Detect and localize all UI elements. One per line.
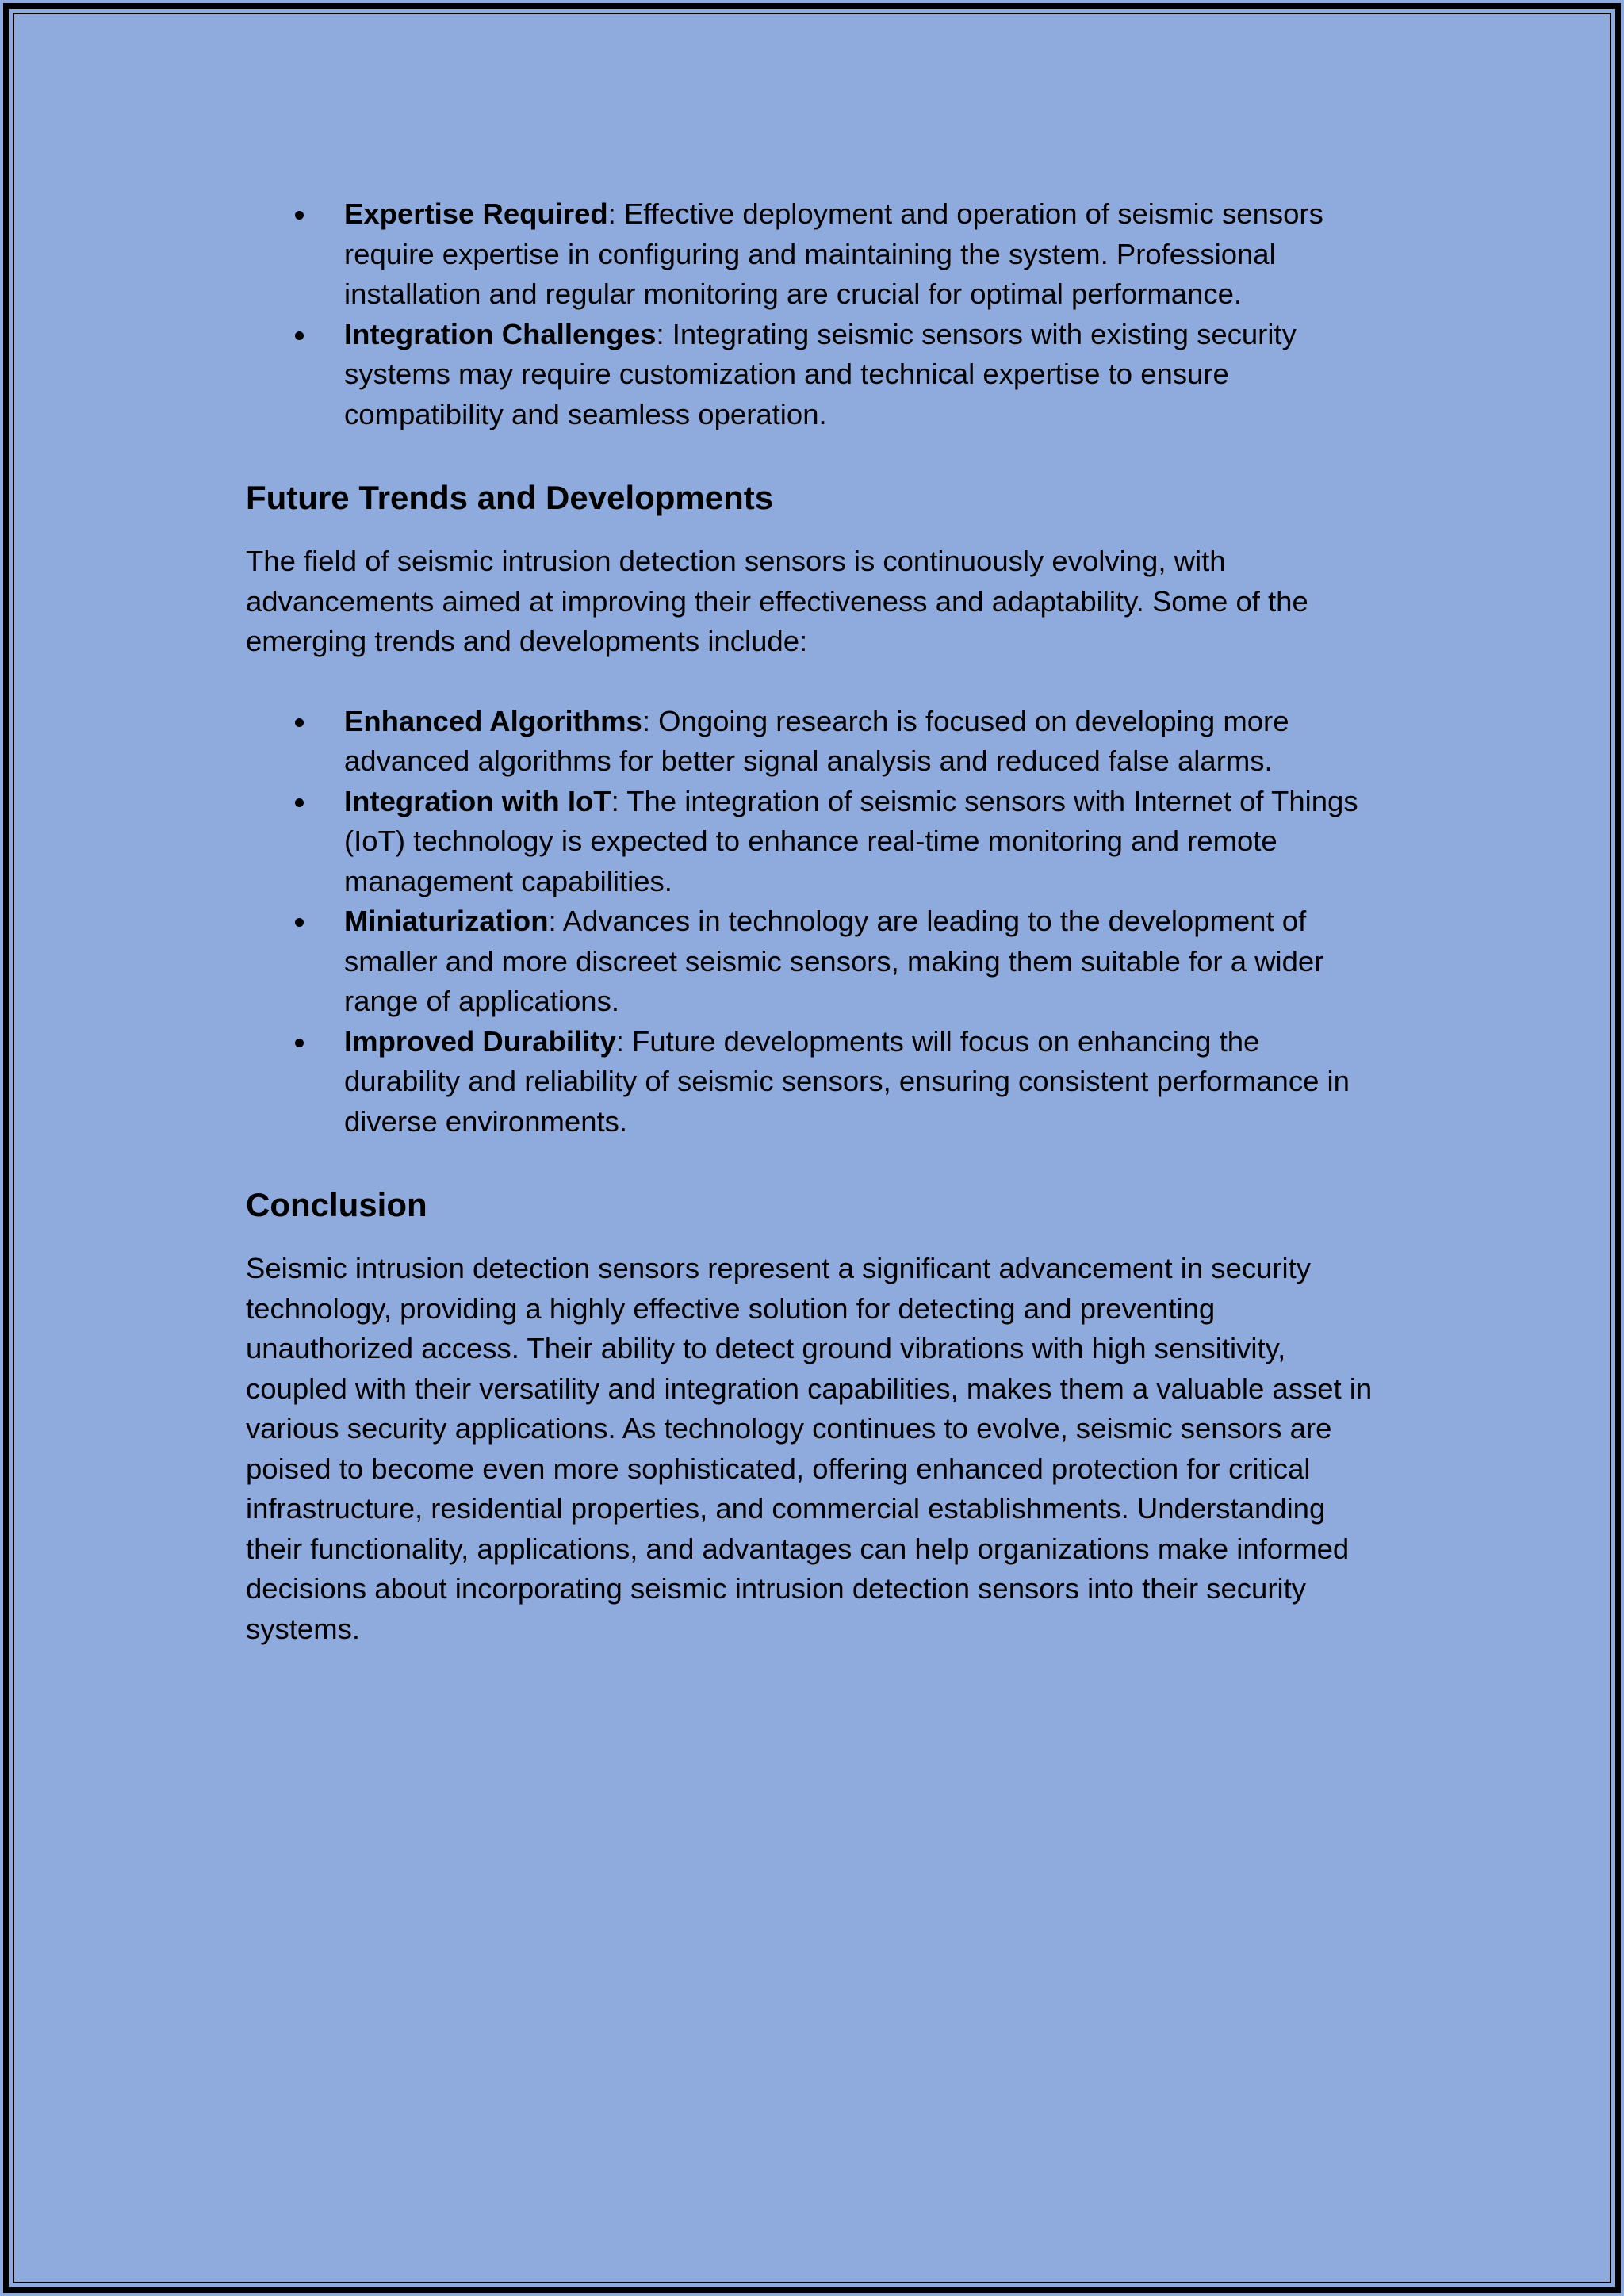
list-item-term: Enhanced Algorithms — [344, 704, 642, 737]
future-trends-intro: The field of seismic intrusion detection sensors is continuously evolving, with advancements aimed at improving their effectiveness and adaptability. Some of the emerging trends and developments include: — [246, 545, 1308, 657]
conclusion-paragraph: Seismic intrusion detection sensors represent a significant advancement in security technology, providing a highly effective solution for detecting and preventing unauthorized access. Their ability to detect ground vibrations with high sensitivity, coupled with their versatility and integration capabilities, makes them a valuable asset in various security applications. As technology continues to evolve, seismic sensors are poised to become even more sophisticated, offering enhanced protection for critical infrastructure, residential properties, and commercial establishments. Understanding their functionality, applications, and advantages can help organizations make informed decisions about incorporating seismic intrusion detection sensors into their security systems. — [246, 1252, 1373, 1645]
trends-list — [246, 702, 1380, 1142]
list-item-term: Improved Durability — [344, 1024, 616, 1058]
list-item — [246, 315, 1380, 435]
list-item-term: Miniaturization — [344, 905, 549, 937]
section-heading-conclusion: Conclusion — [246, 1186, 427, 1223]
section-heading-future-trends: Future Trends and Developments — [246, 479, 774, 516]
list-item — [246, 782, 1380, 902]
document-body — [246, 194, 1380, 1649]
challenges-list — [246, 194, 1380, 434]
list-item-text: : Effective deployment and operation of seismic sensors require expertise in configuring and maintaining the system. Professional installation and regular monitoring are crucial for optimal performance. — [344, 197, 1323, 310]
list-item — [246, 901, 1380, 1022]
list-item-text: : Advances in technology are leading to the development of smaller and more discreet seismic sensors, making them suitable for a wider range of applications. — [344, 905, 1324, 1017]
list-item — [246, 194, 1380, 315]
list-item-text: : Integrating seismic sensors with existing security systems may require customization and technical expertise to ensure compatibility and seamless operation. — [344, 317, 1297, 430]
list-item-term: Integration with IoT — [344, 784, 611, 817]
list-item-text: : The integration of seismic sensors with Internet of Things (IoT) technology is expected to enhance real-time monitoring and remote management capabilities. — [344, 784, 1358, 897]
list-item — [246, 1022, 1380, 1142]
list-item-text: : Ongoing research is focused on developing more advanced algorithms for better signal analysis and reduced false alarms. — [344, 704, 1289, 777]
list-item-term: Integration Challenges — [344, 317, 657, 350]
list-item-term: Expertise Required — [344, 197, 608, 230]
list-item-text: : Future developments will focus on enhancing the durability and reliability of seismic sensors, ensuring consistent performance in diverse environments. — [344, 1024, 1350, 1138]
list-item — [246, 702, 1380, 782]
